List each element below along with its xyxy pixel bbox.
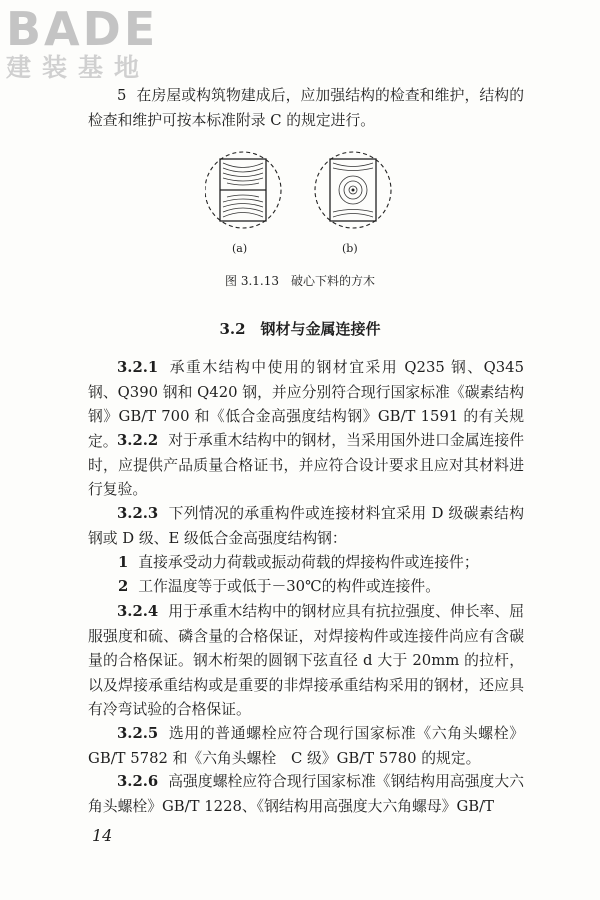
watermark-logo bbox=[6, 2, 176, 82]
watermark-brand: BADE bbox=[6, 2, 159, 56]
figure-timber-sections bbox=[205, 146, 415, 261]
list-item-text: 直接承受动力荷载或振动荷载的焊接构件或连接件； bbox=[138, 554, 479, 571]
clause-3-2-2 bbox=[88, 429, 524, 503]
clause-text: 承重木结构中使用的钢材宜采用 Q235 钢、Q345 钢、Q390 钢和 Q420 钢，并应分别符合现行国家标准《碳素结构钢》GB/T 700 和《低合金高强度结构钢》GB/T 1591 的有关规定。 bbox=[88, 359, 524, 450]
clause-text: 对于承重木结构中的钢材，当采用国外进口金属连接件时，应提供产品质量合格证书，并应符合设计要求且应对其材料进行复验。 bbox=[88, 432, 524, 498]
section-title: 3.2 钢材与金属连接件 bbox=[219, 320, 381, 338]
page-number: 14 bbox=[92, 826, 113, 845]
list-item-text: 工作温度等于或低于－30℃的构件或连接件。 bbox=[138, 578, 441, 595]
clause-number: 3.2.2 bbox=[117, 432, 159, 449]
clause-3-2-3 bbox=[88, 502, 524, 551]
list-item-number: 2 bbox=[118, 578, 129, 595]
list-item-number: 1 bbox=[118, 554, 129, 571]
intro-text: 在房屋或构筑物建成后，应加强结构的检查和维护，结构的检查和维护可按本标准附录 C 的规定进行。 bbox=[88, 87, 524, 129]
clause-number: 3.2.5 bbox=[117, 725, 159, 742]
figure-label-b: (b) bbox=[342, 242, 358, 255]
figure-caption: 图 3.1.13 破心下料的方木 bbox=[225, 274, 375, 288]
intro-paragraph bbox=[88, 84, 524, 133]
clause-3-2-6 bbox=[88, 770, 524, 819]
intro-number: 5 bbox=[117, 87, 127, 104]
list-item-2 bbox=[118, 575, 440, 600]
clause-text: 高强度螺栓应符合现行国家标准《钢结构用高强度大六角头螺栓》GB/T 1228、《钢结构用高强度大六角螺母》GB/T bbox=[88, 773, 524, 815]
clause-number: 3.2.6 bbox=[117, 773, 159, 790]
clause-text: 选用的普通螺栓应符合现行国家标准《六角头螺栓》GB/T 5782 和《六角头螺栓 C 级》GB/T 5780 的规定。 bbox=[88, 725, 524, 767]
clause-number: 3.2.3 bbox=[117, 505, 159, 522]
figure-a-timber bbox=[205, 152, 281, 228]
clause-number: 3.2.1 bbox=[117, 359, 159, 376]
list-item-1 bbox=[118, 551, 479, 576]
clause-3-2-4 bbox=[88, 600, 524, 723]
clause-number: 3.2.4 bbox=[117, 603, 159, 620]
clause-3-2-5 bbox=[88, 722, 524, 771]
clause-text: 下列情况的承重构件或连接材料宜采用 D 级碳素结构钢或 D 级、E 级低合金高强度结构钢： bbox=[88, 505, 524, 547]
figure-label-a: (a) bbox=[232, 242, 248, 255]
clause-text: 用于承重木结构中的钢材应具有抗拉强度、伸长率、屈服强度和硫、磷含量的合格保证，对焊接构件或连接件尚应有含碳量的合格保证。钢木桁架的圆钢下弦直径 d 大于 20mm 的拉杆，以及焊接承重结构或是重要的非焊接承重结构采用的钢材，还应具有冷弯试验的合格保证。 bbox=[88, 603, 524, 718]
figure-b-timber bbox=[315, 152, 391, 228]
watermark-subtitle: 建装基地 bbox=[6, 53, 151, 82]
